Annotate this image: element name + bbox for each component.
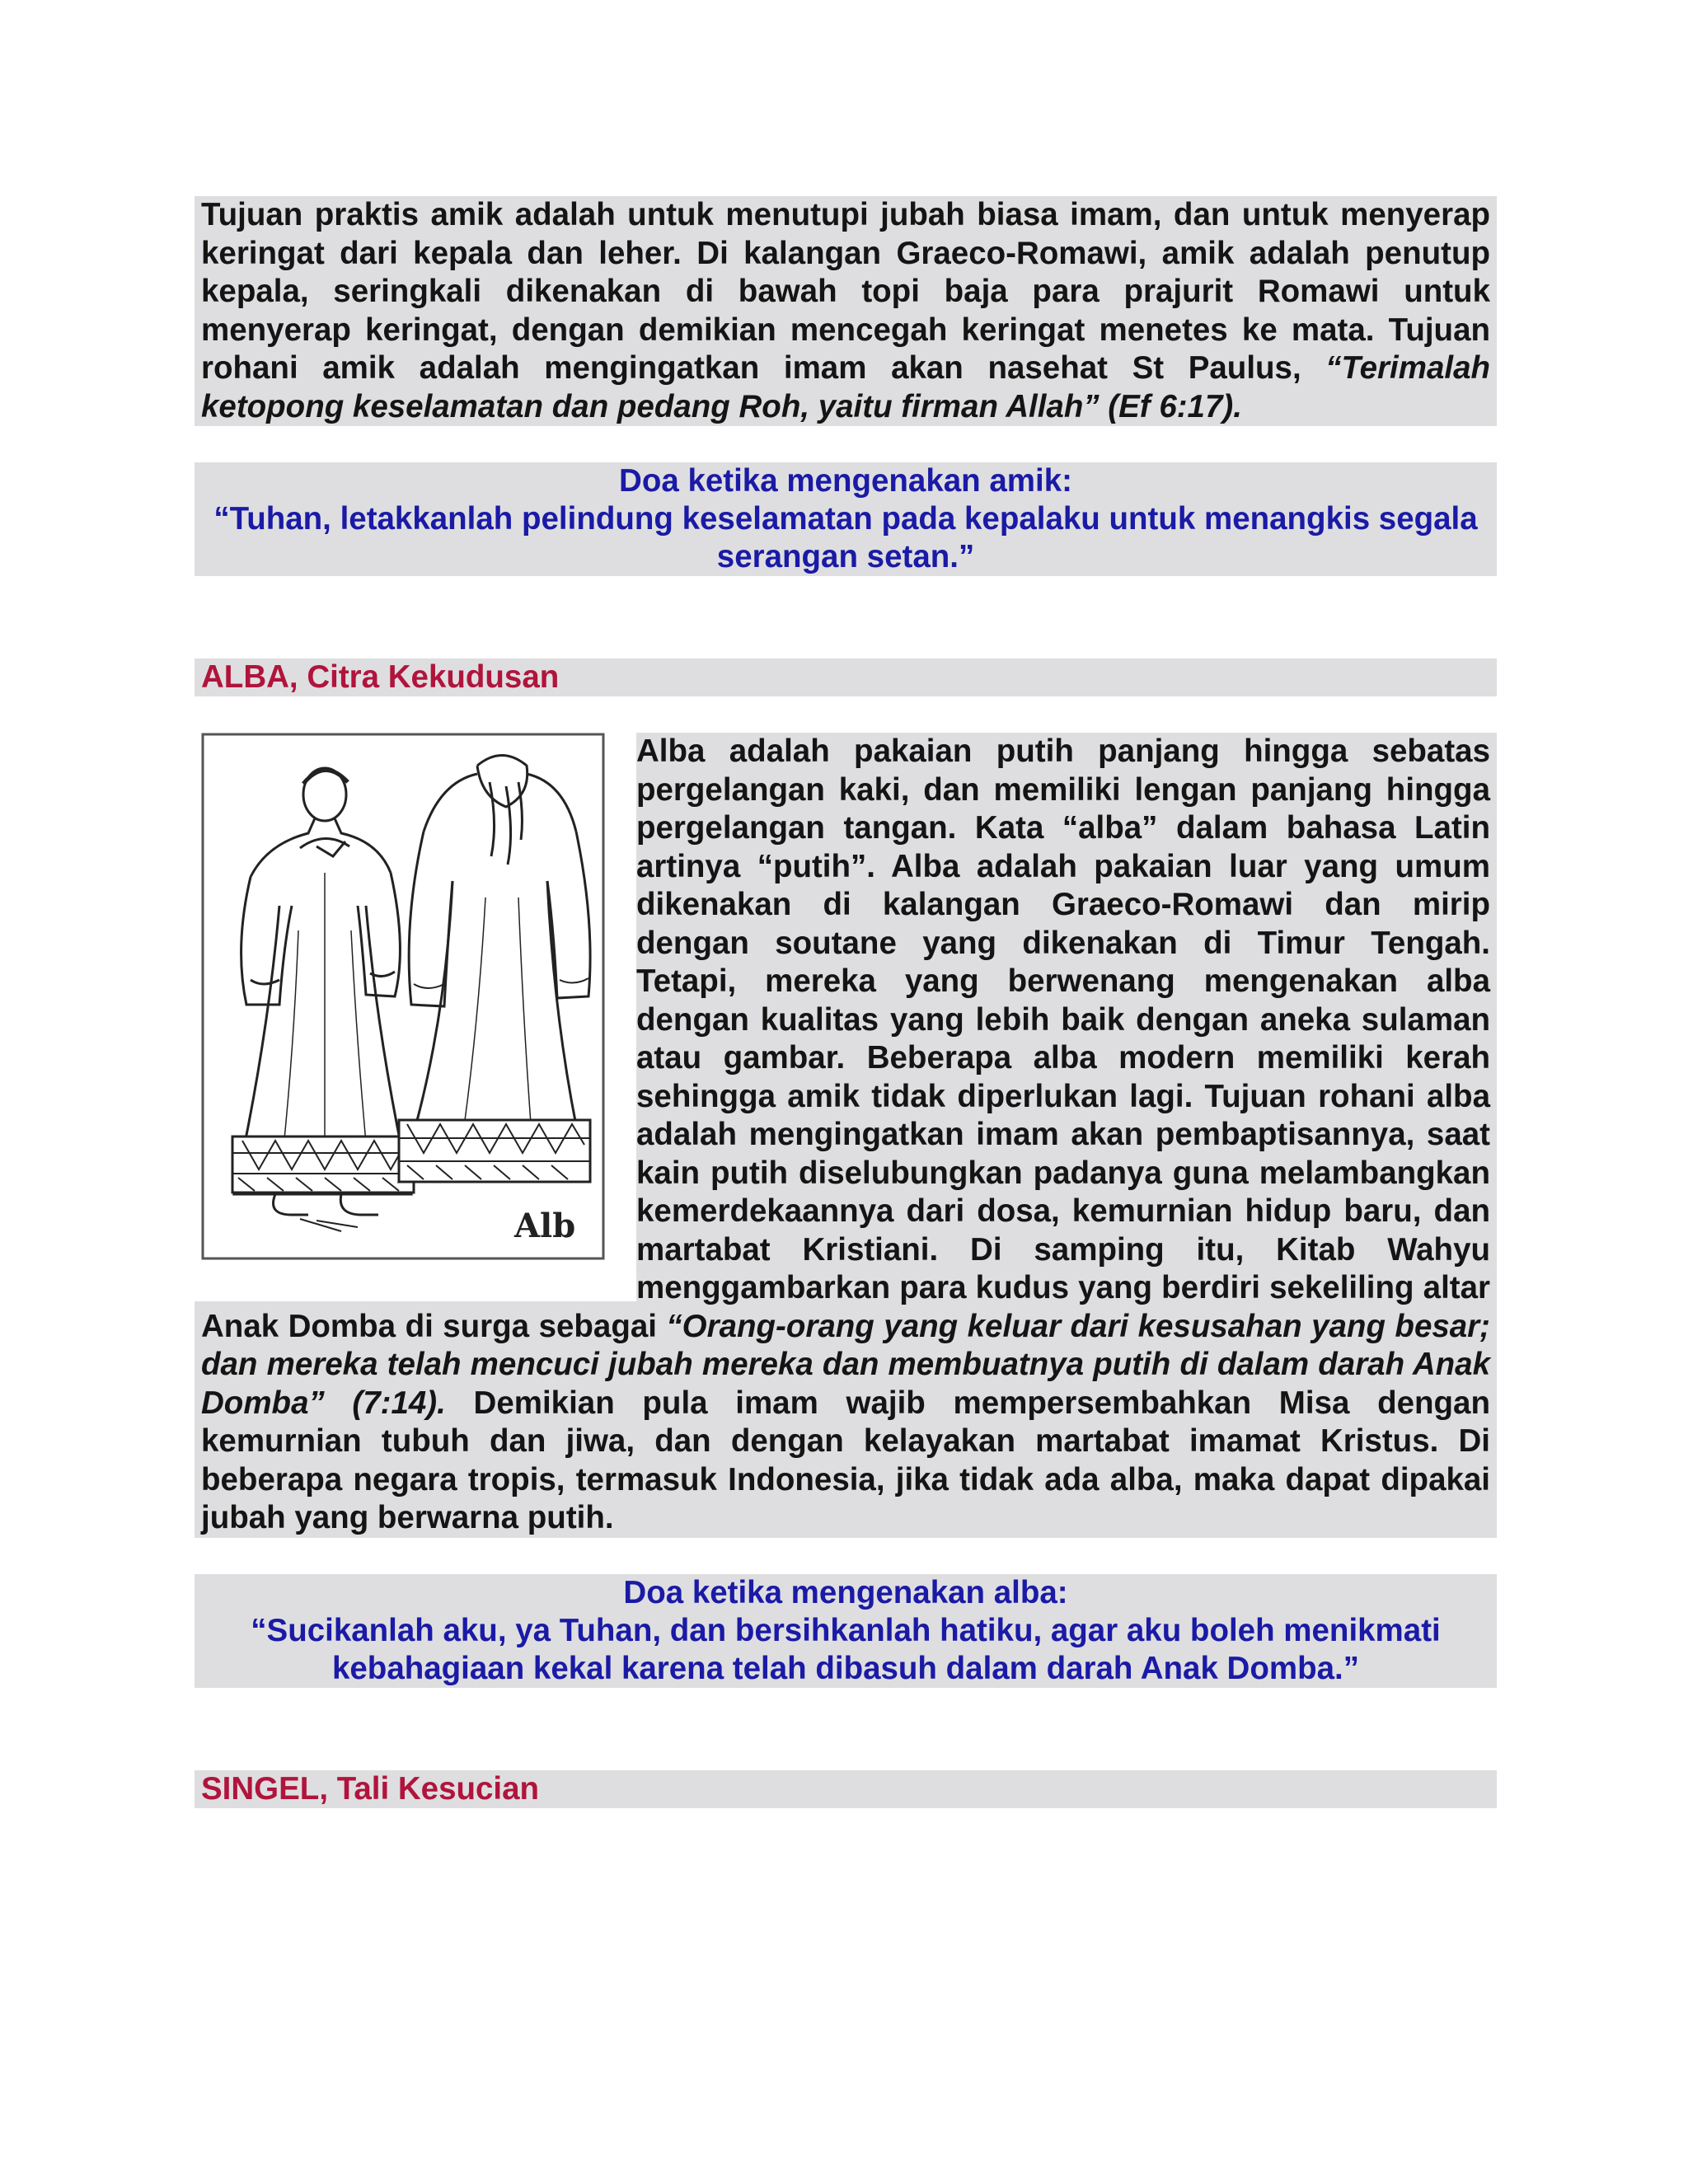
singel-heading: SINGEL, Tali Kesucian bbox=[195, 1770, 1497, 1808]
document-page bbox=[195, 196, 1497, 1808]
alba-section bbox=[195, 733, 1497, 1538]
alba-paragraph-end: Demikian pula imam wajib mempersembahkan Misa dengan kemurnian tubuh dan jiwa, dan dengan kelayakan martabat imamat Kristus. Di beberapa negara tropis, termasuk Indonesia, jika tidak ada alba, maka dapat dipakai jubah yang berwarna putih. bbox=[201, 1385, 1490, 1535]
alb-illustration-frame bbox=[195, 733, 636, 1301]
prayer-amik-title: Doa ketika mengenakan amik: bbox=[619, 463, 1072, 499]
amik-paragraph bbox=[195, 196, 1497, 426]
alb-figure-label: Alb bbox=[514, 1207, 576, 1245]
alba-heading: ALBA, Citra Kekudusan bbox=[195, 658, 1497, 696]
alba-paragraph-start: Alba adalah pakaian putih panjang hingga sebatas pergelangan kaki, dan memiliki lengan panjang hingga pergelangan tangan. Kata “alba” dalam bahasa Latin artinya “putih”. Alba adalah pakaian luar yang umum dikenakan di kalangan Graeco-Romawi dan mirip dengan soutane yang dikenakan di Timur Tengah. Tetapi, mereka yang berwenang mengenakan alba dengan kualitas yang lebih baik dengan aneka sulaman atau gambar. Beberapa alba modern memiliki kerah sehingga amik tidak diperlukan lagi. Tujuan rohani alba adalah mengingatkan imam akan pembaptisannya, saat kain putih diselubungkan padanya guna melambangkan kemerdekaannya dari dosa, kemurnian hidup baru, dan martabat Kristiani. Di samping itu, Kitab Wahyu menggambarkan para kudus yang berdiri sekeliling altar Anak Domba di surga sebagai bbox=[201, 733, 1490, 1344]
prayer-alba-box bbox=[195, 1574, 1497, 1688]
alb-illustration bbox=[201, 733, 605, 1260]
prayer-amik-text: “Tuhan, letakkanlah pelindung keselamatan pada kepalaku untuk menangkis segala serangan setan.” bbox=[213, 501, 1478, 574]
revelation-quote: “Orang-orang yang keluar dari kesusahan yang besar; dan mereka telah mencuci jubah mereka dan membuatnya putih di dalam darah Anak Domba” (7:14). bbox=[201, 1308, 1490, 1421]
ephesians-quote: “Terimalah ketopong keselamatan dan pedang Roh, yaitu firman Allah” (Ef 6:17). bbox=[201, 350, 1490, 424]
amik-paragraph-text: Tujuan praktis amik adalah untuk menutupi jubah biasa imam, dan untuk menyerap keringat dari kepala dan leher. Di kalangan Graeco-Romawi, amik adalah penutup kepala, seringkali dikenakan di bawah topi baja para prajurit Romawi untuk menyerap keringat, dengan demikian mencegah keringat menetes ke mata. Tujuan rohani amik adalah mengingatkan imam akan nasehat St Paulus, bbox=[201, 197, 1490, 386]
prayer-amik-box bbox=[195, 462, 1497, 576]
prayer-alba-title: Doa ketika mengenakan alba: bbox=[623, 1574, 1068, 1610]
prayer-alba-text: “Sucikanlah aku, ya Tuhan, dan bersihkanlah hatiku, agar aku boleh menikmati kebahagiaan kekal karena telah dibasuh dalam darah Anak Domba.” bbox=[251, 1612, 1441, 1686]
